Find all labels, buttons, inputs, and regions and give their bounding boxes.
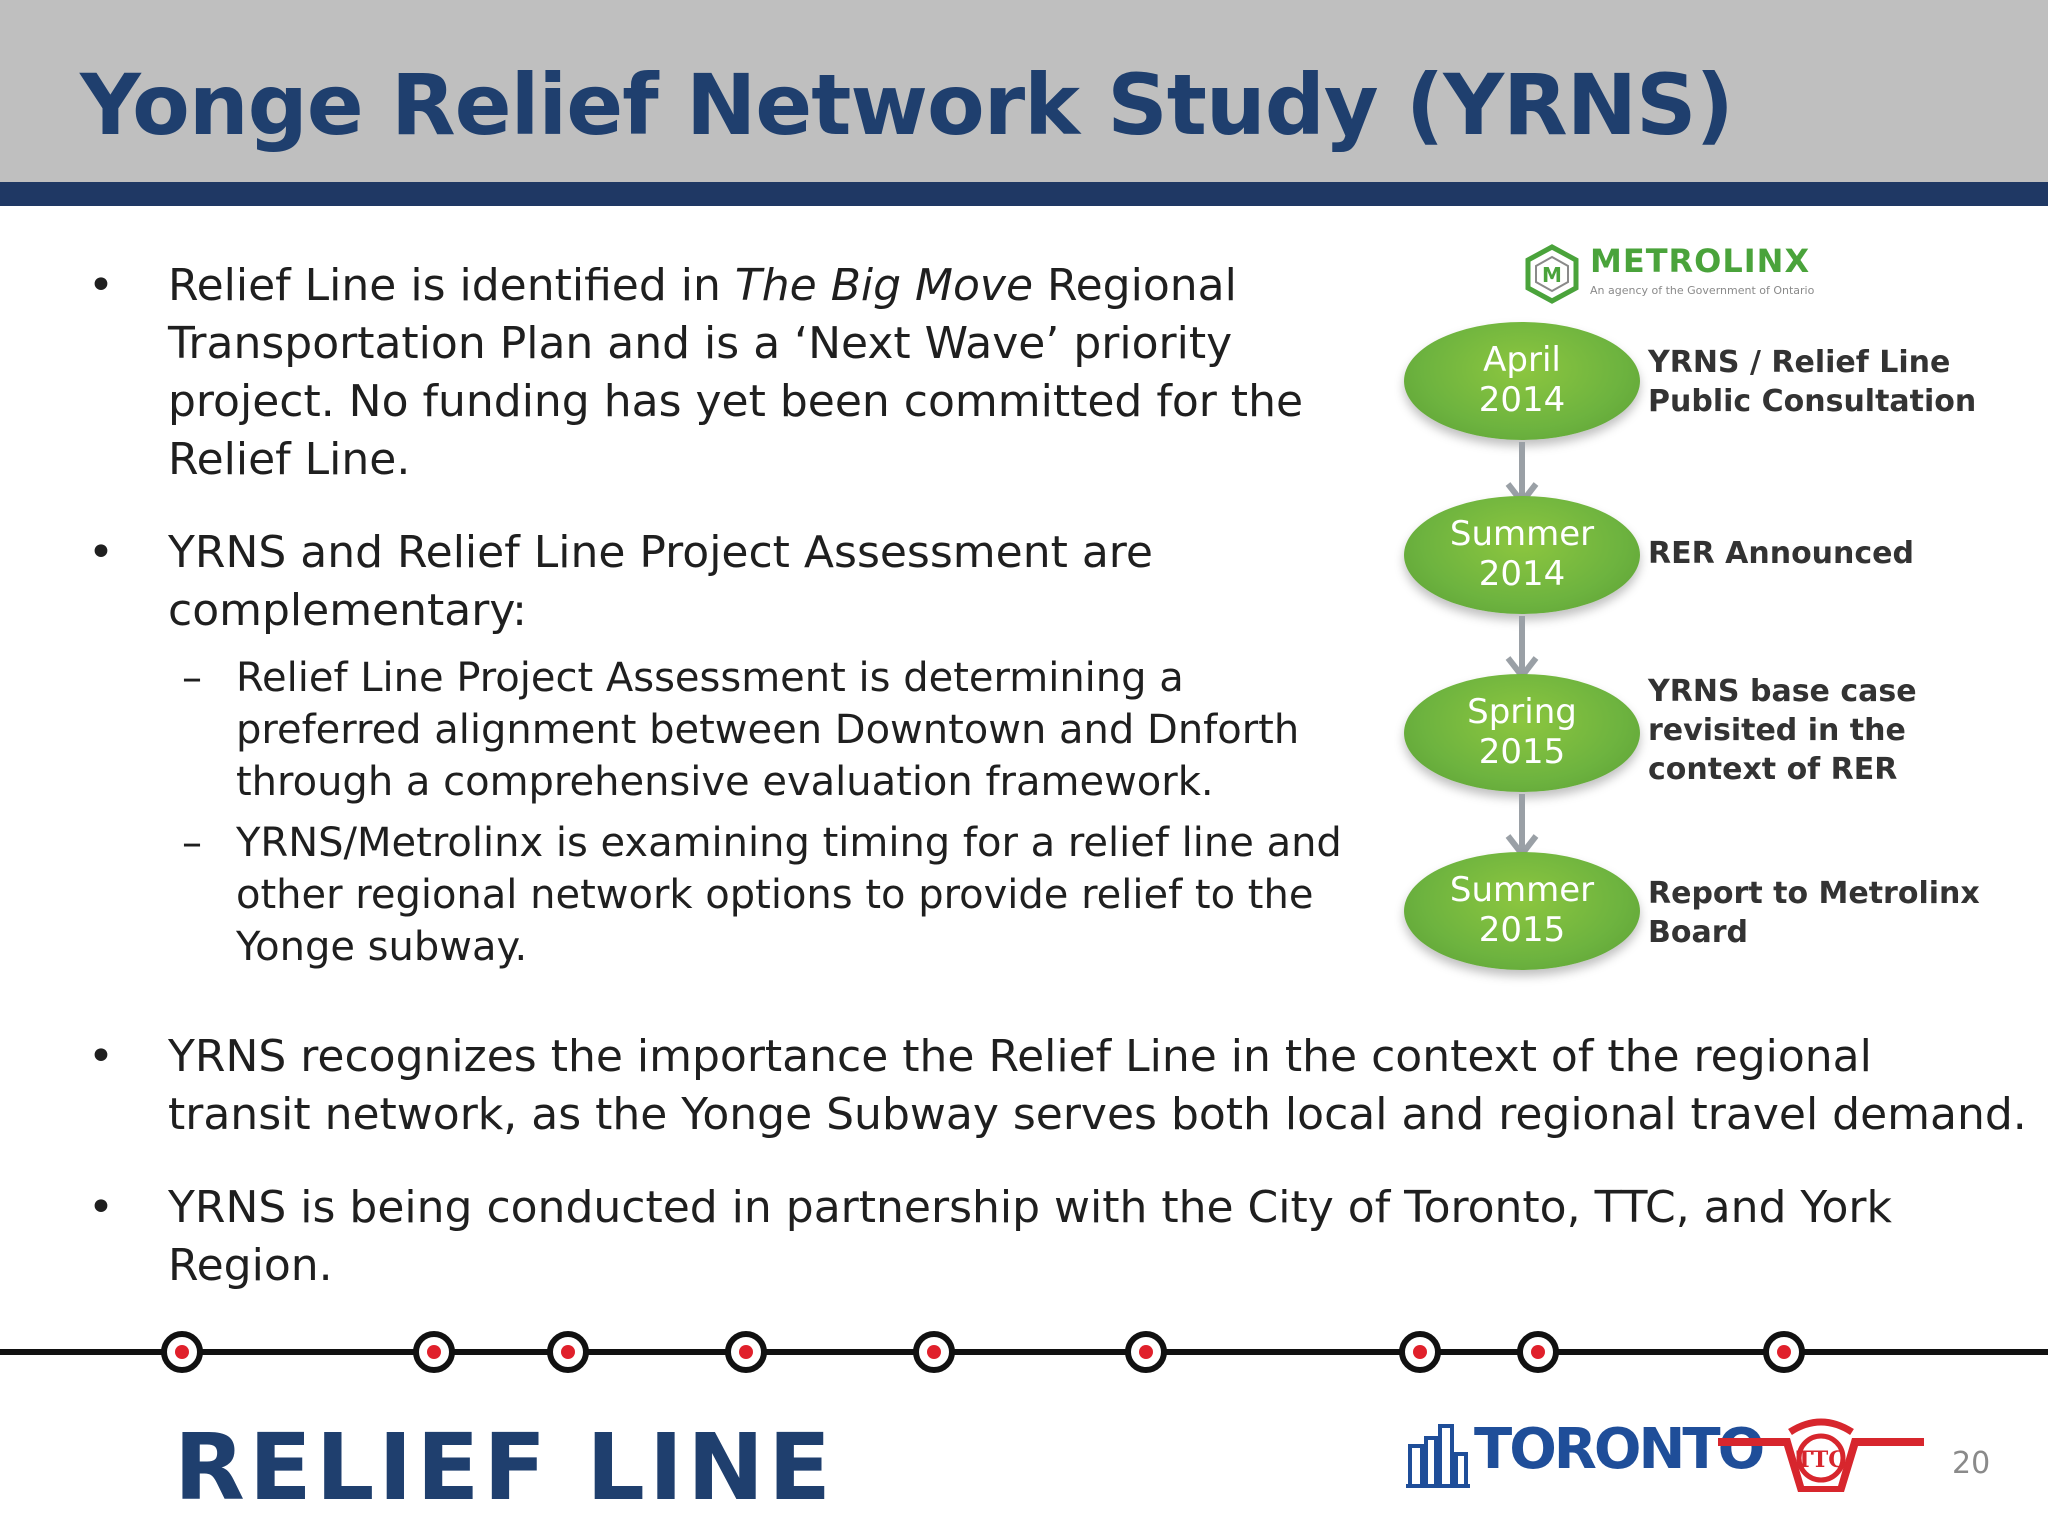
ttc-logo <box>1718 1412 1924 1492</box>
header-rule <box>0 182 2048 206</box>
milestone-period: Summer <box>1449 514 1595 554</box>
station-marker <box>1520 1334 1556 1370</box>
milestone-event <box>1648 874 1980 952</box>
event-line: YRNS base case <box>1648 674 1917 709</box>
milestone-summer-2014 <box>1404 496 1640 614</box>
station-marker <box>550 1334 586 1370</box>
sub-bullet-text: YRNS/Metrolinx is examining timing for a relief line and other regional network options to provide relief to the Yonge subway. <box>236 820 1342 970</box>
milestone-year: 2014 <box>1478 554 1566 594</box>
station-marker <box>416 1334 452 1370</box>
slide-title: Yonge Relief Network Study (YRNS) <box>80 56 1733 154</box>
milestone-year: 2015 <box>1478 732 1566 772</box>
bullet-marker: • <box>88 527 114 578</box>
station-marker <box>164 1334 200 1370</box>
bullet-complementary <box>88 524 1188 640</box>
event-line: context of RER <box>1648 752 1898 787</box>
bullet-text: YRNS recognizes the importance the Relief Line in the context of the regional transit network, as the Yonge Subway serves both local and regional travel demand. <box>168 1031 2027 1140</box>
milestone-april-2014 <box>1404 322 1640 440</box>
metrolinx-m-icon <box>1522 244 1582 304</box>
bullet-partnership <box>88 1179 1948 1295</box>
event-line: revisited in the <box>1648 713 1906 748</box>
page-number: 20 <box>1952 1446 1991 1481</box>
milestone-period: Summer <box>1449 870 1595 910</box>
bullet-big-move <box>88 257 1348 489</box>
bullet-text-suffix: Regional Transportation Plan and is a ‘Next Wave’ priority project. No funding has yet been committed for the Relief Line. <box>168 260 1304 485</box>
metrolinx-tagline: An agency of the Government of Ontario <box>1590 284 1815 297</box>
metrolinx-name: METROLINX <box>1590 242 1811 280</box>
bullet-text: YRNS and Relief Line Project Assessment are complementary: <box>168 527 1153 636</box>
sub-bullet-marker: – <box>182 820 202 866</box>
bullet-marker: • <box>88 1031 114 1082</box>
station-marker <box>728 1334 764 1370</box>
subway-track-icon <box>0 1320 2048 1380</box>
milestone-period: Spring <box>1467 692 1577 732</box>
bullet-marker: • <box>88 1182 114 1233</box>
event-line: RER Announced <box>1648 536 1915 571</box>
bullet-regional-network <box>88 1028 2028 1144</box>
milestone-year: 2015 <box>1478 910 1566 950</box>
ttc-logo-icon <box>1718 1412 1924 1492</box>
milestone-period: April <box>1483 340 1561 380</box>
toronto-logo <box>1406 1410 1763 1490</box>
bullet-text <box>168 257 1348 489</box>
toronto-city-hall-icon <box>1406 1416 1470 1488</box>
bullet-text-prefix: Relief Line is identified in <box>168 260 735 311</box>
event-line: YRNS / Relief Line <box>1648 345 1951 380</box>
event-line: Public Consultation <box>1648 384 1977 419</box>
big-move-title: The Big Move <box>734 260 1034 311</box>
bullet-marker: • <box>88 260 114 311</box>
bullet-text: YRNS is being conducted in partnership with the City of Toronto, TTC, and York Region. <box>168 1182 1892 1291</box>
svg-text:M: M <box>1542 263 1562 287</box>
milestone-event <box>1648 343 1976 421</box>
station-marker <box>1766 1334 1802 1370</box>
sub-bullet-assessment <box>182 652 1342 808</box>
milestone-spring-2015 <box>1404 674 1640 792</box>
toronto-wordmark: TORONTO <box>1474 1417 1763 1482</box>
event-line: Board <box>1648 915 1748 950</box>
metrolinx-logo <box>1522 240 1822 310</box>
milestone-summer-2015 <box>1404 852 1640 970</box>
ttc-letters: TTC <box>1796 1447 1846 1473</box>
milestone-year: 2014 <box>1478 380 1566 420</box>
sub-bullet-text: Relief Line Project Assessment is determining a preferred alignment between Downtown and Dnforth through a comprehensive evaluation framework. <box>236 655 1300 805</box>
station-marker <box>1402 1334 1438 1370</box>
station-marker <box>1128 1334 1164 1370</box>
milestone-event <box>1648 672 1917 789</box>
event-line: Report to Metrolinx <box>1648 876 1980 911</box>
relief-line-logo: RELIEF LINE <box>174 1414 835 1521</box>
sub-bullet-metrolinx <box>182 817 1342 973</box>
sub-bullet-marker: – <box>182 655 202 701</box>
station-marker <box>916 1334 952 1370</box>
milestone-event <box>1648 534 1914 573</box>
